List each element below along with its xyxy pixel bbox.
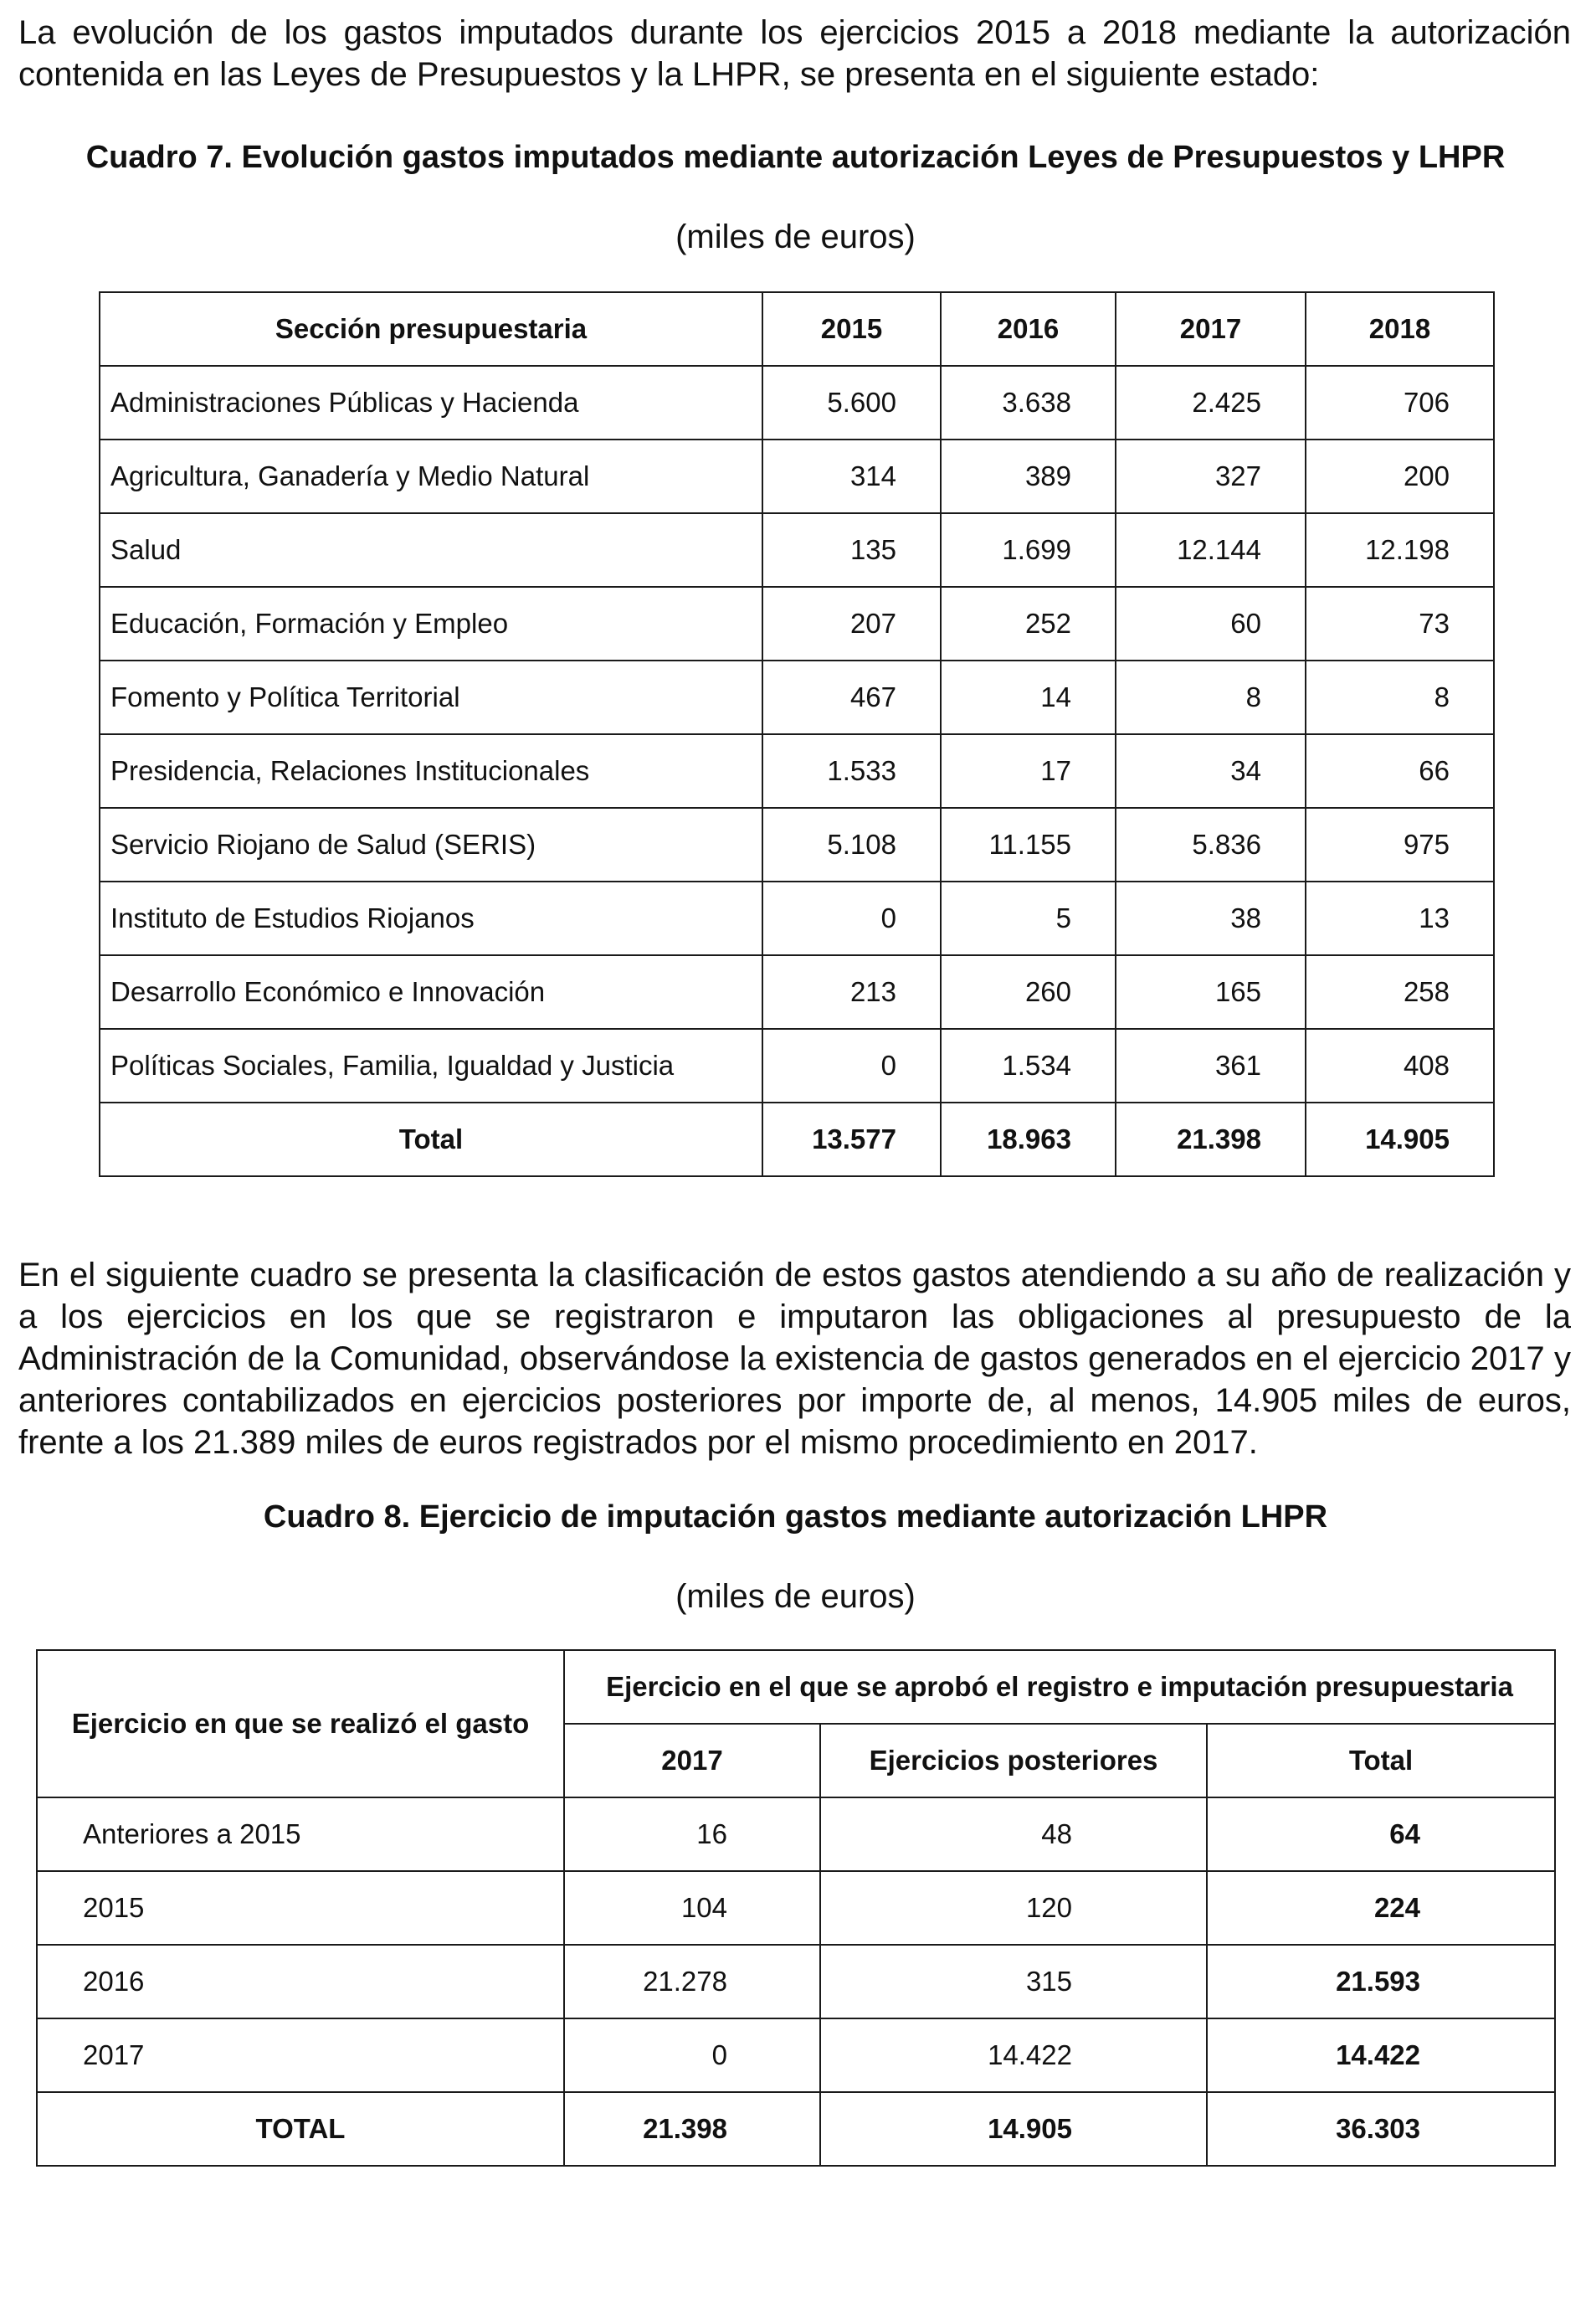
table-row — [100, 882, 1494, 955]
header-group-imputacion: Ejercicio en el que se aprobó el registro e imputación presupuestaria — [564, 1650, 1555, 1724]
row-value: 21.278 — [564, 1945, 820, 2018]
row-value: 14 — [941, 661, 1116, 734]
table-header-row — [100, 292, 1494, 366]
row-value: 327 — [1116, 440, 1306, 513]
row-value: 120 — [820, 1871, 1207, 1945]
row-value: 0 — [564, 2018, 820, 2092]
table-row — [100, 587, 1494, 661]
table-row — [100, 661, 1494, 734]
total-value: 14.905 — [1306, 1103, 1494, 1176]
table-row — [100, 1029, 1494, 1103]
row-label: Políticas Sociales, Familia, Igualdad y Justicia — [100, 1029, 762, 1103]
row-value: 17 — [941, 734, 1116, 808]
header-2018: 2018 — [1306, 292, 1494, 366]
row-label: Administraciones Públicas y Hacienda — [100, 366, 762, 440]
row-value: 1.699 — [941, 513, 1116, 587]
row-value: 0 — [762, 882, 941, 955]
table-row — [37, 1945, 1555, 2018]
table-row — [100, 955, 1494, 1029]
header-ejercicio-gasto: Ejercicio en que se realizó el gasto — [37, 1650, 564, 1797]
row-value: 12.198 — [1306, 513, 1494, 587]
header-ejercicios-posteriores: Ejercicios posteriores — [820, 1724, 1207, 1797]
row-value: 5.108 — [762, 808, 941, 882]
row-value: 5.836 — [1116, 808, 1306, 882]
header-2017: 2017 — [1116, 292, 1306, 366]
row-value: 165 — [1116, 955, 1306, 1029]
total-row — [100, 1103, 1494, 1176]
row-value: 64 — [1207, 1797, 1555, 1871]
row-value: 224 — [1207, 1871, 1555, 1945]
row-value: 5 — [941, 882, 1116, 955]
row-value: 975 — [1306, 808, 1494, 882]
header-2017: 2017 — [564, 1724, 820, 1797]
row-label: 2015 — [37, 1871, 564, 1945]
row-value: 315 — [820, 1945, 1207, 2018]
row-value: 38 — [1116, 882, 1306, 955]
row-label: Agricultura, Ganadería y Medio Natural — [100, 440, 762, 513]
total-value: 14.905 — [820, 2092, 1207, 2166]
row-value: 60 — [1116, 587, 1306, 661]
row-value: 2.425 — [1116, 366, 1306, 440]
row-label: Desarrollo Económico e Innovación — [100, 955, 762, 1029]
row-value: 21.593 — [1207, 1945, 1555, 2018]
header-seccion: Sección presupuestaria — [100, 292, 762, 366]
header-total: Total — [1207, 1724, 1555, 1797]
intro-paragraph: La evolución de los gastos imputados durante los ejercicios 2015 a 2018 mediante la autorización contenida en las Leyes de Presupuestos y la LHPR, se presenta en el siguiente estado: — [18, 14, 1571, 93]
row-value: 66 — [1306, 734, 1494, 808]
header-2016: 2016 — [941, 292, 1116, 366]
row-label: Fomento y Política Territorial — [100, 661, 762, 734]
row-value: 8 — [1306, 661, 1494, 734]
row-value: 135 — [762, 513, 941, 587]
row-value: 1.534 — [941, 1029, 1116, 1103]
cuadro7-table — [99, 291, 1495, 1177]
row-value: 73 — [1306, 587, 1494, 661]
row-label: Instituto de Estudios Riojanos — [100, 882, 762, 955]
row-value: 14.422 — [820, 2018, 1207, 2092]
total-value: 18.963 — [941, 1103, 1116, 1176]
row-label: Servicio Riojano de Salud (SERIS) — [100, 808, 762, 882]
cuadro7-units: (miles de euros) — [675, 219, 916, 255]
table-header-row — [37, 1650, 1555, 1724]
cuadro8-table — [36, 1649, 1556, 2167]
total-value: 36.303 — [1207, 2092, 1555, 2166]
row-value: 213 — [762, 955, 941, 1029]
total-row — [37, 2092, 1555, 2166]
second-paragraph: En el siguiente cuadro se presenta la clasificación de estos gastos atendiendo a su año de realización y a los ejercicios en los que se registraron e imputaron las obligaciones al presupuesto de la Administración de la Comunidad, observándose la existencia de gastos generados en el ejercicio 2017 y anteriores contabilizados en ejercicios posteriores por importe de, al menos, 14.905 miles de euros, frente a los 21.389 miles de euros registrados por el mismo procedimiento en 2017. — [18, 1257, 1571, 1461]
row-label: Presidencia, Relaciones Institucionales — [100, 734, 762, 808]
row-value: 258 — [1306, 955, 1494, 1029]
row-value: 706 — [1306, 366, 1494, 440]
row-label: 2016 — [37, 1945, 564, 2018]
table-row — [100, 808, 1494, 882]
table-row — [37, 1871, 1555, 1945]
row-value: 104 — [564, 1871, 820, 1945]
row-label: Salud — [100, 513, 762, 587]
total-value: 21.398 — [1116, 1103, 1306, 1176]
row-value: 48 — [820, 1797, 1207, 1871]
table-row — [100, 440, 1494, 513]
cuadro8-title: Cuadro 8. Ejercicio de imputación gastos mediante autorización LHPR — [263, 1499, 1328, 1535]
table-row — [37, 1797, 1555, 1871]
row-value: 8 — [1116, 661, 1306, 734]
row-value: 5.600 — [762, 366, 941, 440]
row-value: 314 — [762, 440, 941, 513]
row-value: 389 — [941, 440, 1116, 513]
row-value: 260 — [941, 955, 1116, 1029]
row-value: 200 — [1306, 440, 1494, 513]
row-value: 1.533 — [762, 734, 941, 808]
row-value: 361 — [1116, 1029, 1306, 1103]
total-value: 13.577 — [762, 1103, 941, 1176]
table-row — [100, 366, 1494, 440]
table-row — [100, 734, 1494, 808]
row-value: 3.638 — [941, 366, 1116, 440]
row-value: 34 — [1116, 734, 1306, 808]
row-label: Educación, Formación y Empleo — [100, 587, 762, 661]
table-row — [37, 2018, 1555, 2092]
row-value: 11.155 — [941, 808, 1116, 882]
row-value: 207 — [762, 587, 941, 661]
header-2015: 2015 — [762, 292, 941, 366]
row-value: 0 — [762, 1029, 941, 1103]
row-label: 2017 — [37, 2018, 564, 2092]
table-row — [100, 513, 1494, 587]
row-value: 252 — [941, 587, 1116, 661]
row-value: 16 — [564, 1797, 820, 1871]
row-value: 408 — [1306, 1029, 1494, 1103]
cuadro8-units: (miles de euros) — [675, 1578, 916, 1615]
total-value: 21.398 — [564, 2092, 820, 2166]
row-value: 13 — [1306, 882, 1494, 955]
row-value: 14.422 — [1207, 2018, 1555, 2092]
cuadro7-title: Cuadro 7. Evolución gastos imputados mediante autorización Leyes de Presupuestos y LHPR — [85, 140, 1506, 175]
total-label: Total — [100, 1103, 762, 1176]
row-value: 467 — [762, 661, 941, 734]
row-label: Anteriores a 2015 — [37, 1797, 564, 1871]
total-label: TOTAL — [37, 2092, 564, 2166]
row-value: 12.144 — [1116, 513, 1306, 587]
